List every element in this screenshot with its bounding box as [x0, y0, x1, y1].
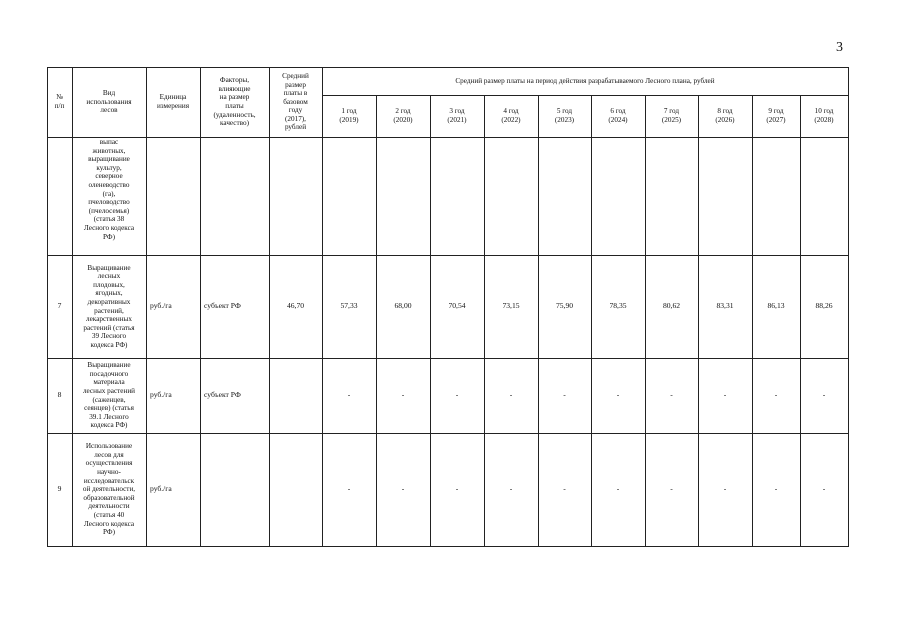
row-base-value: 46,70: [286, 301, 305, 311]
header-year-10: 10 год (2028): [814, 107, 834, 124]
table-rule: [848, 67, 849, 546]
row-year-value: -: [774, 484, 778, 494]
row-year-value: [698, 137, 752, 255]
row-year-value: 73,15: [502, 301, 520, 311]
row-year-value: -: [401, 390, 405, 400]
row-year-value: -: [509, 484, 513, 494]
table-rule: [47, 358, 849, 359]
row-unit: руб./га: [150, 390, 172, 400]
row-year-value: [752, 137, 800, 255]
row-year-value: 88,26: [815, 301, 833, 311]
row-year-value: -: [455, 484, 459, 494]
row-year-value: 70,54: [448, 301, 466, 311]
row-factor: субъект РФ: [204, 390, 241, 400]
row-base-value: [269, 137, 322, 255]
row-year-value: [430, 137, 484, 255]
row-num: [47, 137, 72, 255]
table-rule: [47, 433, 849, 434]
table-rule: [47, 546, 849, 547]
header-period: Средний размер платы на период действия разрабатываемого Лесного плана, рублей: [455, 76, 715, 85]
table-rule: [752, 95, 753, 546]
header-year-1: 1 год (2019): [339, 107, 359, 124]
row-unit: руб./га: [150, 301, 172, 311]
row-year-value: -: [401, 484, 405, 494]
row-year-value: 75,90: [555, 301, 574, 311]
header-factors: Факторы, влияющие на размер платы (удаленность, качество): [213, 76, 256, 128]
row-year-value: -: [723, 484, 727, 494]
row-year-value: -: [670, 390, 673, 400]
table-rule: [47, 255, 849, 256]
row-year-value: [645, 137, 698, 255]
table-rule: [322, 95, 848, 96]
table-rule: [591, 95, 592, 546]
row-year-value: -: [822, 484, 826, 494]
table-rule: [376, 95, 377, 546]
row-num: 7: [57, 301, 62, 311]
header-year-8: 8 год (2026): [715, 107, 735, 124]
row-year-value: -: [670, 484, 673, 494]
row-year-value: 57,33: [340, 301, 358, 311]
table-rule: [72, 67, 73, 546]
table-rule: [698, 95, 699, 546]
row-usage-type: Использование лесов для осуществления научно- исследовательск ой деятельности, образовательной деятельности (статья 40 Лесного кодекса РФ): [82, 442, 136, 537]
header-num: № п/п: [54, 93, 65, 110]
row-year-value: [538, 137, 591, 255]
row-base-value: [269, 433, 322, 546]
table-rule: [800, 95, 801, 546]
row-unit: руб./га: [150, 484, 172, 494]
row-year-value: -: [616, 484, 620, 494]
row-year-value: -: [347, 484, 351, 494]
row-factor: субъект РФ: [204, 301, 241, 311]
table-rule: [47, 67, 849, 68]
header-year-9: 9 год (2027): [766, 107, 786, 124]
table-rule: [47, 67, 48, 546]
row-year-value: [800, 137, 848, 255]
row-usage-type: Выращивание посадочного материала лесных растений (саженцев, сеянцев) (статья 39.1 Лесного кодекса РФ): [82, 361, 136, 430]
row-year-value: 78,35: [609, 301, 627, 311]
header-usage-type: Вид использования лесов: [86, 89, 132, 115]
table-rule: [322, 67, 323, 546]
row-factor: [200, 137, 269, 255]
header-year-6: 6 год (2024): [608, 107, 628, 124]
table-rule: [430, 95, 431, 546]
header-year-7: 7 год (2025): [661, 107, 682, 124]
row-year-value: -: [616, 390, 620, 400]
header-year-3: 3 год (2021): [447, 107, 467, 124]
row-year-value: -: [455, 390, 459, 400]
header-unit: Единица измерения: [156, 93, 190, 110]
row-year-value: [376, 137, 430, 255]
table-rule: [47, 137, 849, 138]
table-rule: [538, 95, 539, 546]
row-unit: [146, 137, 200, 255]
row-year-value: [322, 137, 376, 255]
row-year-value: 80,62: [662, 301, 681, 311]
row-year-value: [484, 137, 538, 255]
row-year-value: -: [509, 390, 513, 400]
header-year-4: 4 год (2022): [501, 107, 521, 124]
row-year-value: 68,00: [394, 301, 412, 311]
table-rule: [645, 95, 646, 546]
row-usage-type: Выращивание лесных плодовых, ягодных, декоративных растений, лекарственных растений (статья 39 Лесного кодекса РФ): [83, 263, 135, 349]
row-year-value: -: [563, 390, 566, 400]
table-rule: [200, 67, 201, 546]
row-year-value: -: [347, 390, 351, 400]
header-base-year: Средний размер платы в базовом году (2017), рублей: [282, 71, 309, 132]
row-year-value: -: [563, 484, 566, 494]
table-rule: [146, 67, 147, 546]
row-year-value: -: [723, 390, 727, 400]
row-year-value: 83,31: [716, 301, 734, 311]
page-number: 3: [836, 40, 843, 55]
header-year-2: 2 год (2020): [393, 107, 413, 124]
row-year-value: 86,13: [767, 301, 785, 311]
row-year-value: -: [822, 390, 826, 400]
row-num: 8: [57, 390, 62, 400]
row-num: 9: [57, 484, 62, 494]
row-factor: [200, 433, 269, 546]
row-year-value: -: [774, 390, 778, 400]
row-base-value: [269, 358, 322, 433]
row-usage-type: выпас животных, выращивание культур, северное оленеводство (га), пчеловодство (пчелосемья) (статья 38 Лесного кодекса РФ): [83, 138, 135, 241]
table-rule: [269, 67, 270, 546]
table-rule: [484, 95, 485, 546]
row-year-value: [591, 137, 645, 255]
header-year-5: 5 год (2023): [554, 107, 575, 124]
